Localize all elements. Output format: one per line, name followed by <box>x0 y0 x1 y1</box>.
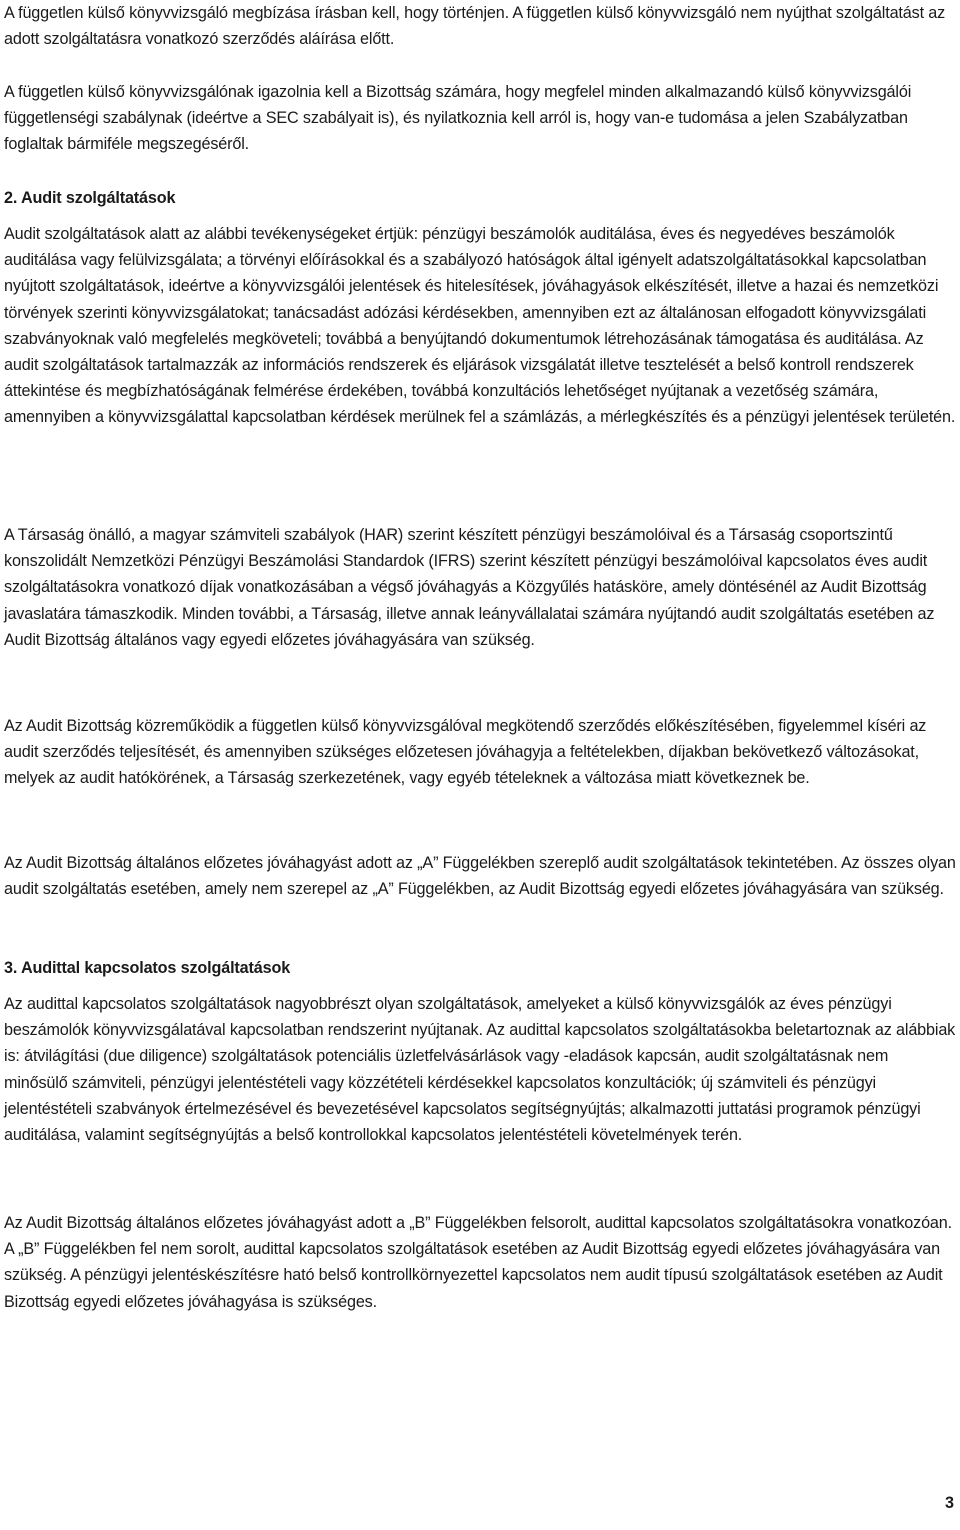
audit-contract-paragraph: Az Audit Bizottság közreműködik a független külső könyvvizsgálóval megkötendő szerződés előkészítésében, figyelemmel kíséri az audit szerződés teljesítését, és amennyiben szükséges előzetesen jóváhagyja a feltételekben, díjakban bekövetkező változásokat, melyek az audit hatókörének, a Társaság szerkezetének, vagy egyéb tételeknek a változása miatt következnek be. <box>4 717 927 788</box>
appendix-b-paragraph: Az Audit Bizottság általános előzetes jóváhagyást adott a „B” Függelékben felsorolt, audittal kapcsolatos szolgáltatásokra vonatkozóan. A „B” Függelékben fel nem sorolt, audittal kapcsolatos szolgáltatások esetében az Audit Bizottság egyedi előzetes jóváhagyására van szükség. A pénzügyi jelentéskészítésre ható belső kontrollkörnyezettel kapcsolatos nem audit típusú szolgáltatások esetében az Audit Bizottság egyedi előzetes jóváhagyása is szükséges. <box>4 1214 952 1311</box>
page-number: 3 <box>944 1494 954 1512</box>
sec-compliance-paragraph: A független külső könyvvizsgálónak igazolnia kell a Bizottság számára, hogy megfelel minden alkalmazandó külső könyvvizsgálói függetlenségi szabálynak (ideértve a SEC szabályait is), és nyilatkoznia kell arról is, hogy van-e tudomása a jelen Szabályzatban foglaltak bármiféle megszegéséről. <box>4 83 912 154</box>
section-heading-audit-services: 2. Audit szolgáltatások <box>4 189 176 207</box>
audit-related-services-paragraph: Az audittal kapcsolatos szolgáltatások nagyobbrészt olyan szolgáltatások, amelyeket a külső könyvvizsgálók az éves pénzügyi beszámolók könyvvizsgálatával kapcsolatban rendszerint nyújtanak. Az audittal kapcsolatos szolgáltatásokba beletartoznak az alábbiak is: átvilágítási (due diligence) szolgáltatások potenciális üzletfelvásárlások vagy -eladások kapcsán, audit szolgáltatásnak nem minősülő számviteli, pénzügyi jelentéstételi vagy közzétételi kérdésekkel kapcsolatos konzultációk; új számviteli és pénzügyi jelentéstételi szabványok értelmezésével és bevezetésével kapcsolatos segítségnyújtás; alkalmazotti juttatási programok pénzügyi auditálása, valamint segítségnyújtás a belső kontrollokkal kapcsolatos jelentéstételi követelmények terén. <box>4 995 956 1145</box>
section-heading-audit-related-services: 3. Audittal kapcsolatos szolgáltatások <box>4 959 291 977</box>
har-ifrs-approval-paragraph: A Társaság önálló, a magyar számviteli szabályok (HAR) szerint készített pénzügyi beszámolóival és a Társaság csoportszintű konszolidált Nemzetközi Pénzügyi Beszámolási Standardok (IFRS) szerint készített pénzügyi beszámolóival kapcsolatos éves audit szolgáltatásokra vonatkozó díjak vonatkozásában a végső jóváhagyás a Közgyűlés hatásköre, amely döntésénél az Audit Bizottság javaslatára támaszkodik. Minden további, a Társaság, illetve annak leányvállalatai számára nyújtandó audit szolgáltatás esetében az Audit Bizottság általános vagy egyedi előzetes jóváhagyására van szükség. <box>4 526 935 649</box>
audit-services-definition-paragraph: Audit szolgáltatások alatt az alábbi tevékenységeket értjük: pénzügyi beszámolók auditálása, éves és negyedéves beszámolók auditálása vagy felülvizsgálata; a törvényi előírásokkal és a szabályozó hatóságok által igényelt adatszolgáltatásokkal kapcsolatban nyújtott szolgáltatások, ideértve a könyvvizsgálói jelentések és hitelesítések, jóváhagyások elkészítését, illetve a hazai és nemzetközi törvények szerinti könyvvizsgálatokat; tanácsadást adózási kérdésekben, amennyiben ezt az általánosan elfogadott könyvvizsgálati szabványoknak való megfelelés megköveteli; továbbá a benyújtandó dokumentumok létrehozásának támogatása és auditálása. Az audit szolgáltatások tartalmazzák az információs rendszerek és eljárások vizsgálatát illetve tesztelését a belső kontroll rendszerek áttekintése és megbízhatóságának felmérése érdekében, továbbá konzultációs lehetőséget nyújtanak a vezetőség számára, amennyiben a könyvvizsgálattal kapcsolatban kérdések merülnek fel a számlázás, a mérlegkészítés és a pénzügyi jelentések területén. <box>4 225 956 427</box>
appendix-a-paragraph: Az Audit Bizottság általános előzetes jóváhagyást adott az „A” Függelékben szereplő audit szolgáltatások tekintetében. Az összes olyan audit szolgáltatás esetében, amely nem szerepel az „A” Függelékben, az Audit Bizottság egyedi előzetes jóváhagyására van szükség. <box>4 854 956 899</box>
intro-paragraph: A független külső könyvvizsgáló megbízása írásban kell, hogy történjen. A független külső könyvvizsgáló nem nyújthat szolgáltatást az adott szolgáltatásra vonatkozó szerződés aláírása előtt. <box>4 4 946 49</box>
